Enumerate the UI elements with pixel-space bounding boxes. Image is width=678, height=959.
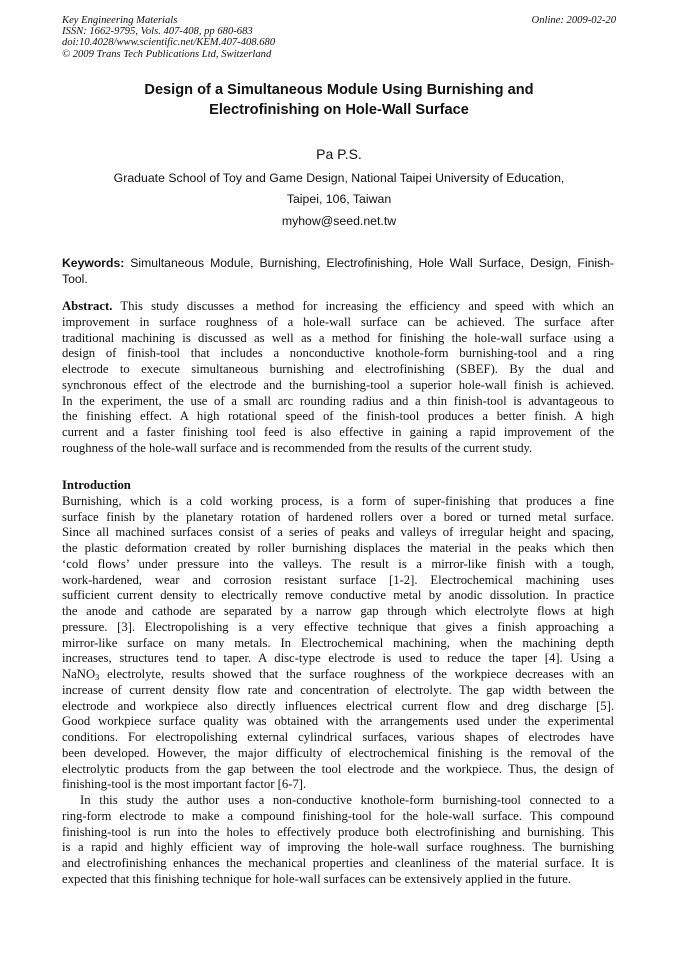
paragraph-line: increases, structures tend to taper. A disc-type electrode is used to reduce the taper [4]. Using a — [62, 651, 614, 666]
affiliation — [62, 168, 616, 232]
affiliation-line: Taipei, 106, Taiwan — [286, 192, 392, 207]
paragraph-line: ‘cold flows’ under pressure into the valleys. The result is a mirror-like finish with a tough, — [62, 556, 614, 571]
doi-line: doi:10.4028/www.scientific.net/KEM.407-408.680 — [62, 37, 276, 49]
paragraph-line: Burnishing, which is a cold working process, is a form of super-finishing that produces a fine — [62, 493, 614, 508]
abstract-line: traditional machining is discussed as well as a method for finishing the hole-wall surface using a — [62, 330, 614, 345]
paragraph-line: Good workpiece surface quality was obtained with the arrangements used under the experimental — [62, 714, 614, 729]
paragraph-line: finishing-tool is the most important factor [6-7]. — [62, 777, 307, 792]
paragraph-line: In this study the author uses a non-conductive knothole-form burnishing-tool connected to a — [80, 793, 614, 807]
paragraph-line: the plastic deformation created by roller burnishing displaces the material in the peaks which then — [62, 541, 614, 555]
paragraph-line: been developed. However, the major difficulty of electrochemical finishing is the removal of the — [62, 745, 614, 760]
abstract-line: the finishing effect. A high rotational speed of the finish-tool produces a better finish. A high — [62, 409, 614, 424]
paragraph-line: mirror-like surface on many metals. In Electrochemical machining, when the machining depth — [62, 635, 614, 650]
paragraph-line: and electrofinishing enhances the mechanical properties and cleanliness of the material surface. It is — [62, 856, 614, 870]
abstract-line: Abstract. This study discusses a method for increasing the efficiency and speed with which an — [62, 299, 614, 313]
paragraph-line: finishing-tool is run into the holes to effectively produce both electrofinishing and burnishing. This — [62, 824, 614, 839]
abstract-line: roughness of the hole-wall surface and is recommended from the results of the current study. — [62, 440, 533, 455]
paragraph-line: is a rapid and highly efficient way of improving the hole-wall surface roughness. The burnishing — [62, 840, 614, 855]
title-line: Electrofinishing on Hole-Wall Surface — [209, 101, 469, 118]
keywords-text: Simultaneous Module, Burnishing, Electrofinishing, Hole Wall Surface, Design, Finish-Tool. — [62, 256, 614, 286]
paragraph-line: ring-form electrode to make a compound finishing-tool for the hole-wall surface. This compound — [62, 808, 614, 823]
affiliation-line: Graduate School of Toy and Game Design, National Taipei University of Education, — [113, 171, 565, 185]
paragraph-line: work-hardened, wear and corrosion resistant surface [1-2]. Electrochemical machining uses — [62, 572, 614, 587]
abstract-line: synchronous effect of the electrode and the burnishing-tool a superior hole-wall finish is achieved. — [62, 377, 614, 392]
abstract-label: Abstract. — [62, 299, 113, 313]
paragraph-line: electrolytic products from the gap between the tool electrode and the workpiece. Thus, the design of — [62, 761, 614, 776]
paragraph-line: NaNO$_3$ electrolyte, results showed that the surface roughness of the workpiece decreases with an — [62, 667, 614, 682]
paragraph-line: electrode and workpiece also directly influences electrical current flow and dreg discharge [5]. — [62, 698, 614, 713]
paragraph-line: surface finish by the planetary rotation of hardened rollers over a bored or turned metal surface. — [62, 509, 614, 524]
paragraph-line: increase of current density flow rate and concentration of electrolyte. The gap width between the — [62, 682, 614, 697]
abstract-line: current and a faster finishing tool feed is also effective in gaining a rapid improvement of the — [62, 425, 614, 439]
abstract-line: improvement in surface roughness of a hole-wall surface can be achieved. The surface after — [62, 314, 614, 329]
title-line: Design of a Simultaneous Module Using Burnishing and — [144, 82, 534, 98]
paragraph-line: sufficient current density to electrically remove conductive metal by anodic dissolution. In practice — [62, 588, 614, 603]
paper-title — [62, 81, 616, 120]
abstract-line: design of finish-tool that includes a nonconductive knothole-form burnishing-tool and a ring — [62, 346, 614, 361]
section-heading: Introduction — [62, 478, 131, 492]
keywords-label: Keywords: — [62, 256, 125, 270]
paragraph-line: the anode and cathode are separated by a narrow gap through which electrolyte flows at high — [62, 604, 614, 618]
abstract-section — [62, 299, 614, 457]
issn-line: ISSN: 1662-9795, Vols. 407-408, pp 680-683 — [62, 26, 253, 38]
paragraph-line: Since all machined surfaces consist of a series of peaks and valleys of irregular height and spacing, — [62, 525, 614, 540]
paragraph-line: expected that this finishing technique for hole-wall surfaces can be extensively applied in the future. — [62, 871, 572, 886]
journal-name: Key Engineering Materials — [62, 15, 178, 26]
subscript: 3 — [95, 672, 100, 682]
online-date: Online: 2009-02-20 — [531, 15, 616, 26]
journal-header — [62, 15, 462, 60]
paragraph-line: conditions. For electropolishing external cylindrical surfaces, various shapes of electrodes have — [62, 730, 614, 744]
introduction-section — [62, 478, 614, 888]
abstract-line: electrode to execute simultaneous burnishing and electrofinishing (SBEF). By the dual and — [62, 362, 614, 376]
paragraph-line: pressure. [3]. Electropolishing is a very effective technique that gives a finish approaching a — [62, 619, 614, 634]
author-email: myhow@seed.net.tw — [281, 213, 397, 228]
keywords — [62, 256, 614, 287]
copyright-line: © 2009 Trans Tech Publications Ltd, Switzerland — [62, 48, 272, 60]
author-name: Pa P.S. — [316, 146, 362, 162]
abstract-line: In the experiment, the use of a small arc rounding radius and a thin finish-tool is advantageous to — [62, 393, 614, 408]
